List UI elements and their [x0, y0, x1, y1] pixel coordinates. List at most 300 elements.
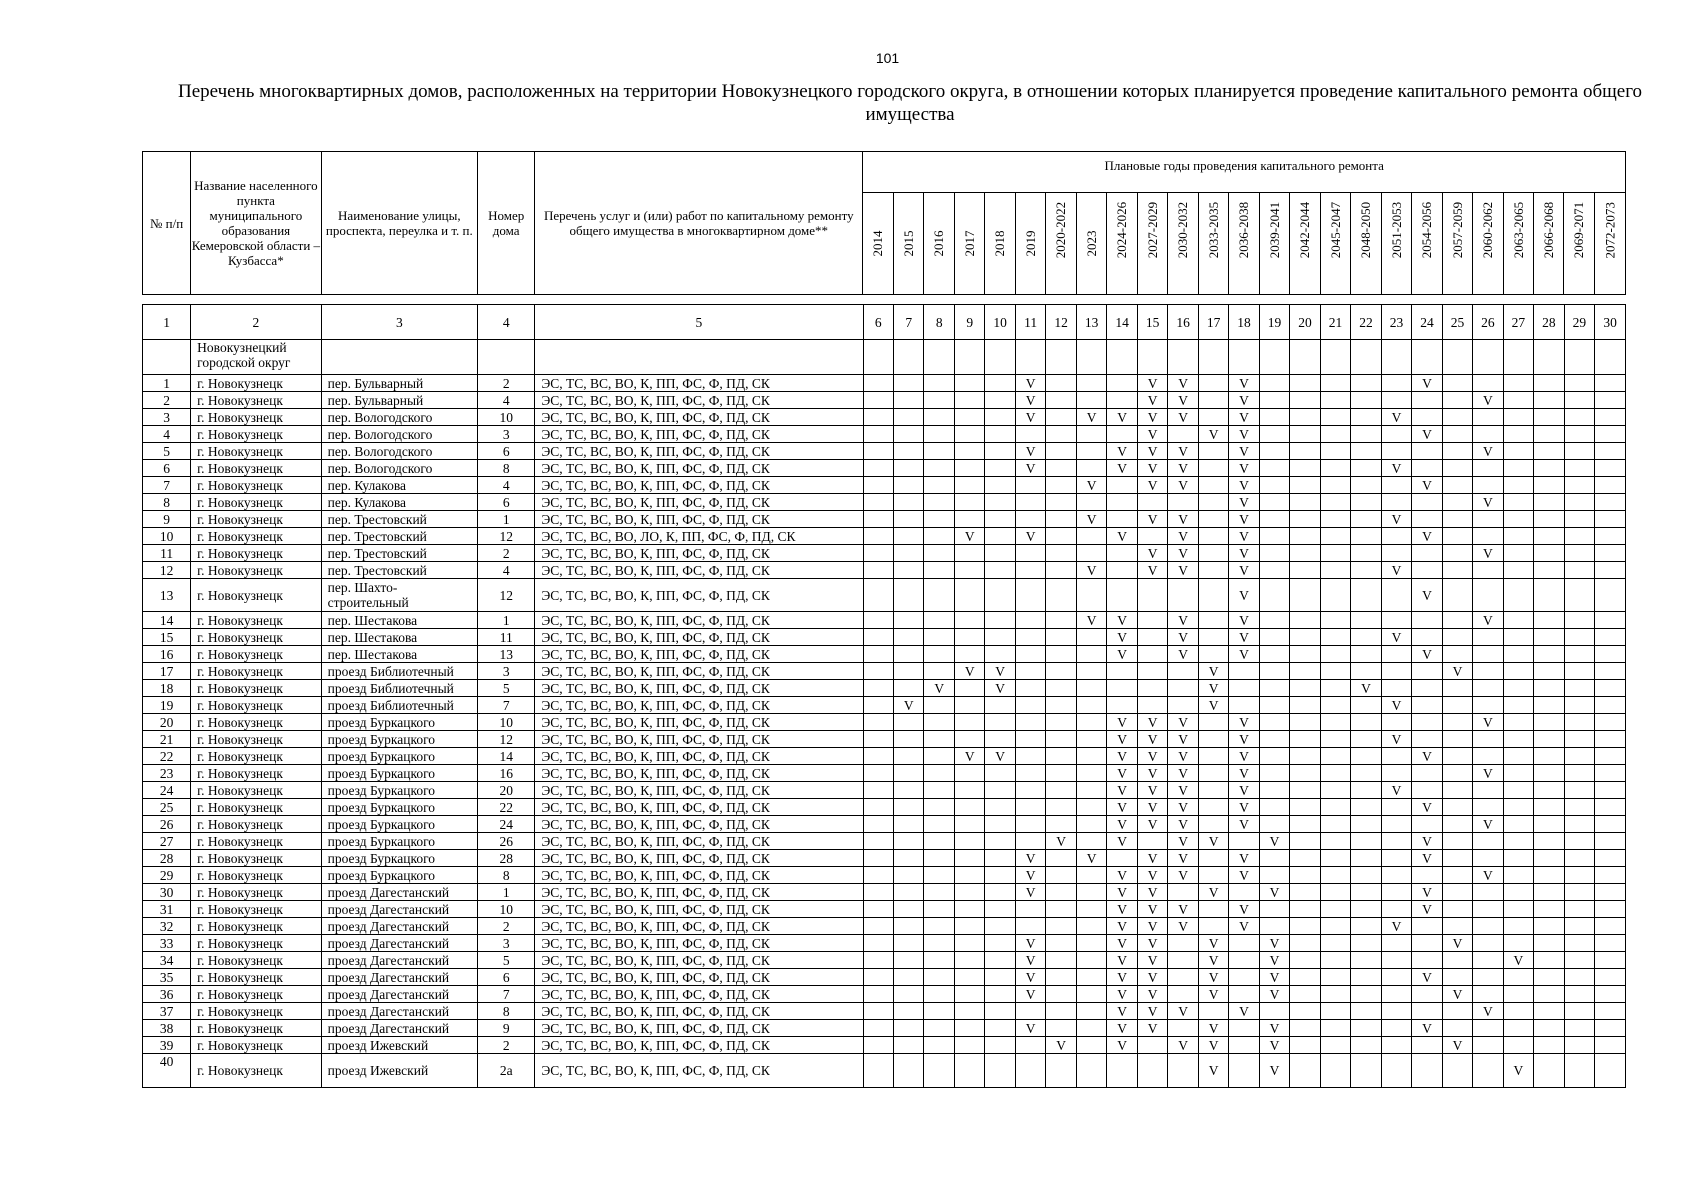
year-mark: V — [1015, 443, 1045, 460]
year-cell — [924, 579, 954, 612]
year-cell — [1595, 511, 1626, 528]
year-cell — [1290, 714, 1320, 731]
year-cell — [1381, 969, 1411, 986]
year-cell — [954, 1020, 984, 1037]
year-cell — [1290, 765, 1320, 782]
row-street: пер. Бульварный — [321, 375, 478, 392]
year-cell — [1015, 340, 1045, 375]
year-cell — [1473, 731, 1503, 748]
row-settlement: г. Новокузнецк — [191, 477, 321, 494]
year-cell — [1015, 816, 1045, 833]
year-cell — [1564, 969, 1594, 986]
year-cell — [985, 731, 1015, 748]
year-cell — [1259, 494, 1289, 511]
year-cell — [924, 714, 954, 731]
table-row — [143, 799, 1626, 816]
year-cell — [893, 375, 923, 392]
year-cell — [1412, 935, 1442, 952]
year-cell — [863, 528, 893, 545]
column-number: 21 — [1320, 305, 1350, 340]
column-number: 23 — [1381, 305, 1411, 340]
row-house: 6 — [478, 969, 535, 986]
year-cell — [1107, 850, 1137, 867]
year-cell — [1107, 494, 1137, 511]
year-mark: V — [1473, 1003, 1503, 1020]
year-mark: V — [1442, 1037, 1472, 1054]
year-cell — [1320, 986, 1350, 1003]
year-cell — [1229, 663, 1259, 680]
year-cell — [1503, 884, 1533, 901]
year-cell — [1351, 697, 1381, 714]
year-cell — [1351, 765, 1381, 782]
year-cell — [1534, 409, 1564, 426]
year-cell — [1198, 918, 1228, 935]
year-mark: V — [1137, 545, 1167, 562]
cell-empty — [143, 340, 191, 375]
year-cell — [1290, 443, 1320, 460]
year-cell — [985, 629, 1015, 646]
year-cell — [1412, 731, 1442, 748]
year-cell — [1229, 935, 1259, 952]
row-street: проезд Буркацкого — [321, 833, 478, 850]
header-year-label: 2042-2044 — [1297, 201, 1313, 259]
year-cell — [863, 340, 893, 375]
year-mark: V — [1198, 935, 1228, 952]
year-cell — [985, 443, 1015, 460]
cell-empty — [535, 340, 863, 375]
year-cell — [1381, 646, 1411, 663]
year-mark: V — [1137, 748, 1167, 765]
year-mark: V — [985, 663, 1015, 680]
year-mark: V — [1229, 511, 1259, 528]
year-cell — [863, 714, 893, 731]
year-cell — [1137, 646, 1167, 663]
year-mark: V — [1229, 629, 1259, 646]
year-cell — [1351, 392, 1381, 409]
row-settlement: г. Новокузнецк — [191, 460, 321, 477]
year-cell — [893, 409, 923, 426]
row-number: 7 — [143, 477, 191, 494]
row-settlement: г. Новокузнецк — [191, 731, 321, 748]
year-cell — [1168, 697, 1198, 714]
row-street: проезд Буркацкого — [321, 816, 478, 833]
year-mark: V — [924, 680, 954, 697]
year-cell — [1198, 782, 1228, 799]
year-cell — [1290, 340, 1320, 375]
year-cell — [1564, 867, 1594, 884]
year-cell — [1381, 340, 1411, 375]
year-cell — [1595, 748, 1626, 765]
year-cell — [893, 935, 923, 952]
row-settlement: г. Новокузнецк — [191, 375, 321, 392]
row-works: ЭС, ТС, ВС, ВО, К, ПП, ФС, Ф, ПД, СК — [535, 629, 863, 646]
row-settlement: г. Новокузнецк — [191, 392, 321, 409]
year-cell — [1320, 460, 1350, 477]
year-cell — [1442, 629, 1472, 646]
year-cell — [1564, 612, 1594, 629]
year-mark: V — [1229, 714, 1259, 731]
year-cell — [985, 697, 1015, 714]
year-cell — [1564, 375, 1594, 392]
year-cell — [1412, 443, 1442, 460]
year-cell — [1503, 748, 1533, 765]
year-cell — [1015, 646, 1045, 663]
row-works: ЭС, ТС, ВС, ВО, К, ПП, ФС, Ф, ПД, СК — [535, 663, 863, 680]
year-cell — [1351, 443, 1381, 460]
year-cell — [1442, 680, 1472, 697]
year-cell — [863, 816, 893, 833]
column-number: 28 — [1534, 305, 1564, 340]
row-settlement: г. Новокузнецк — [191, 935, 321, 952]
year-mark: V — [1229, 477, 1259, 494]
year-mark: V — [1137, 1020, 1167, 1037]
year-cell — [1442, 1020, 1472, 1037]
year-cell — [1564, 765, 1594, 782]
row-street: проезд Дагестанский — [321, 918, 478, 935]
column-number: 6 — [863, 305, 893, 340]
row-number: 18 — [143, 680, 191, 697]
year-cell — [1473, 460, 1503, 477]
year-cell — [1107, 375, 1137, 392]
year-cell — [1168, 494, 1198, 511]
table-row — [143, 816, 1626, 833]
year-mark: V — [1229, 799, 1259, 816]
year-cell — [1442, 697, 1472, 714]
year-cell — [1595, 612, 1626, 629]
year-cell — [893, 1037, 923, 1054]
year-cell — [924, 969, 954, 986]
year-cell — [985, 901, 1015, 918]
header-year — [1594, 193, 1625, 295]
year-cell — [1412, 1003, 1442, 1020]
year-mark: V — [1107, 629, 1137, 646]
year-cell — [863, 579, 893, 612]
year-mark: V — [1168, 612, 1198, 629]
year-cell — [1107, 392, 1137, 409]
year-cell — [1168, 1054, 1198, 1088]
year-cell — [1503, 935, 1533, 952]
row-settlement: г. Новокузнецк — [191, 782, 321, 799]
year-cell — [1534, 901, 1564, 918]
year-mark: V — [1412, 1020, 1442, 1037]
year-cell — [1290, 663, 1320, 680]
year-cell — [954, 918, 984, 935]
header-year — [1107, 193, 1137, 295]
year-cell — [1046, 426, 1076, 443]
year-cell — [1107, 697, 1137, 714]
year-cell — [1534, 392, 1564, 409]
year-cell — [1595, 867, 1626, 884]
year-cell — [1381, 867, 1411, 884]
year-cell — [1595, 426, 1626, 443]
year-cell — [1137, 697, 1167, 714]
year-cell — [1412, 545, 1442, 562]
year-mark: V — [1412, 477, 1442, 494]
year-cell — [1503, 646, 1533, 663]
row-street: проезд Дагестанский — [321, 952, 478, 969]
column-number: 15 — [1137, 305, 1167, 340]
year-cell — [924, 1054, 954, 1088]
row-settlement: г. Новокузнецк — [191, 986, 321, 1003]
year-cell — [1137, 1037, 1167, 1054]
year-cell — [1564, 426, 1594, 443]
table-row — [143, 986, 1626, 1003]
year-cell — [1015, 765, 1045, 782]
year-mark: V — [1259, 935, 1289, 952]
year-mark: V — [1259, 1054, 1289, 1088]
table-row — [143, 1020, 1626, 1037]
row-works: ЭС, ТС, ВС, ВО, К, ПП, ФС, Ф, ПД, СК — [535, 765, 863, 782]
header-year — [1290, 193, 1320, 295]
year-cell — [893, 477, 923, 494]
year-mark: V — [1412, 375, 1442, 392]
header-year-label: 2017 — [962, 230, 978, 257]
year-cell — [1442, 1003, 1472, 1020]
header-year — [1076, 193, 1106, 295]
column-number: 10 — [985, 305, 1015, 340]
data-table — [142, 304, 1626, 1088]
year-cell — [1290, 579, 1320, 612]
year-cell — [1351, 494, 1381, 511]
year-cell — [1168, 935, 1198, 952]
year-cell — [863, 629, 893, 646]
document-title: Перечень многоквартирных домов, расположенных на территории Новокузнецкого городского округа, в отношении которых планируется проведение капитального ремонта общего имущества — [177, 81, 1643, 125]
year-cell — [1320, 697, 1350, 714]
year-cell — [1473, 748, 1503, 765]
header-year — [1259, 193, 1289, 295]
year-cell — [1595, 969, 1626, 986]
year-cell — [1046, 511, 1076, 528]
year-cell — [1351, 1037, 1381, 1054]
header-year — [1229, 193, 1259, 295]
row-works: ЭС, ТС, ВС, ВО, К, ПП, ФС, Ф, ПД, СК — [535, 1020, 863, 1037]
row-street: проезд Дагестанский — [321, 1020, 478, 1037]
row-street: пер. Трестовский — [321, 511, 478, 528]
year-cell — [1320, 375, 1350, 392]
header-year-label: 2036-2038 — [1236, 201, 1252, 259]
year-mark: V — [1137, 1003, 1167, 1020]
year-cell — [1259, 850, 1289, 867]
year-mark: V — [1137, 511, 1167, 528]
year-cell — [1564, 986, 1594, 1003]
year-mark: V — [1015, 952, 1045, 969]
year-cell — [1351, 1020, 1381, 1037]
year-cell — [954, 952, 984, 969]
year-cell — [1503, 443, 1533, 460]
year-cell — [1381, 816, 1411, 833]
row-house: 1 — [478, 884, 535, 901]
year-cell — [1412, 511, 1442, 528]
year-cell — [1534, 579, 1564, 612]
column-number: 4 — [478, 305, 535, 340]
table-row — [143, 392, 1626, 409]
row-number: 39 — [143, 1037, 191, 1054]
year-cell — [1320, 392, 1350, 409]
year-cell — [1320, 1003, 1350, 1020]
year-cell — [924, 731, 954, 748]
header-services: Перечень услуг и (или) работ по капитальному ремонту общего имущества в многоквартирном доме** — [535, 152, 863, 295]
column-number: 19 — [1259, 305, 1289, 340]
year-cell — [1534, 799, 1564, 816]
year-cell — [893, 782, 923, 799]
year-mark: V — [1198, 697, 1228, 714]
year-cell — [1046, 969, 1076, 986]
year-cell — [1503, 375, 1533, 392]
year-cell — [1534, 986, 1564, 1003]
year-cell — [1290, 562, 1320, 579]
cell-empty — [321, 340, 478, 375]
year-cell — [985, 562, 1015, 579]
row-street: пер. Шестакова — [321, 612, 478, 629]
year-cell — [1320, 663, 1350, 680]
year-cell — [1259, 918, 1289, 935]
column-number: 11 — [1015, 305, 1045, 340]
year-cell — [1320, 562, 1350, 579]
year-mark: V — [1168, 782, 1198, 799]
year-cell — [1564, 545, 1594, 562]
year-mark: V — [1137, 867, 1167, 884]
year-cell — [1229, 986, 1259, 1003]
year-mark: V — [1412, 799, 1442, 816]
year-cell — [1259, 392, 1289, 409]
row-number: 40 — [143, 1054, 191, 1088]
year-cell — [893, 833, 923, 850]
year-cell — [1595, 935, 1626, 952]
row-settlement: г. Новокузнецк — [191, 799, 321, 816]
year-cell — [954, 714, 984, 731]
year-cell — [863, 612, 893, 629]
header-year — [1046, 193, 1076, 295]
year-cell — [1381, 850, 1411, 867]
row-number: 33 — [143, 935, 191, 952]
year-cell — [1351, 799, 1381, 816]
year-cell — [1381, 680, 1411, 697]
year-cell — [985, 545, 1015, 562]
year-cell — [1473, 952, 1503, 969]
column-number: 16 — [1168, 305, 1198, 340]
year-cell — [1503, 867, 1533, 884]
year-cell — [1015, 1054, 1045, 1088]
year-mark: V — [1412, 833, 1442, 850]
row-works: ЭС, ТС, ВС, ВО, К, ПП, ФС, Ф, ПД, СК — [535, 782, 863, 799]
year-cell — [1351, 833, 1381, 850]
year-cell — [1564, 494, 1594, 511]
year-cell — [863, 1003, 893, 1020]
year-cell — [985, 850, 1015, 867]
row-number: 12 — [143, 562, 191, 579]
year-cell — [1503, 579, 1533, 612]
row-settlement: г. Новокузнецк — [191, 884, 321, 901]
year-cell — [985, 765, 1015, 782]
row-number: 32 — [143, 918, 191, 935]
year-cell — [1381, 443, 1411, 460]
row-settlement: г. Новокузнецк — [191, 1003, 321, 1020]
row-street: пер. Вологодского — [321, 443, 478, 460]
year-cell — [1290, 426, 1320, 443]
year-cell — [1046, 952, 1076, 969]
row-number: 19 — [143, 697, 191, 714]
year-mark: V — [1229, 782, 1259, 799]
year-cell — [1046, 799, 1076, 816]
year-cell — [1046, 392, 1076, 409]
year-cell — [893, 731, 923, 748]
year-mark: V — [1046, 833, 1076, 850]
year-cell — [1046, 918, 1076, 935]
row-street: проезд Буркацкого — [321, 765, 478, 782]
year-cell — [1137, 340, 1167, 375]
year-cell — [1503, 494, 1533, 511]
year-cell — [893, 545, 923, 562]
year-cell — [1564, 850, 1594, 867]
year-cell — [1015, 494, 1045, 511]
column-number: 27 — [1503, 305, 1533, 340]
row-works: ЭС, ТС, ВС, ВО, К, ПП, ФС, Ф, ПД, СК — [535, 562, 863, 579]
year-cell — [1381, 612, 1411, 629]
year-cell — [893, 460, 923, 477]
year-cell — [1076, 579, 1106, 612]
year-cell — [1015, 1037, 1045, 1054]
year-cell — [893, 799, 923, 816]
year-cell — [1564, 663, 1594, 680]
year-cell — [954, 969, 984, 986]
year-cell — [954, 494, 984, 511]
year-cell — [924, 816, 954, 833]
year-cell — [1259, 545, 1289, 562]
row-works: ЭС, ТС, ВС, ВО, К, ПП, ФС, Ф, ПД, СК — [535, 443, 863, 460]
row-street: проезд Библиотечный — [321, 680, 478, 697]
header-year — [1137, 193, 1167, 295]
year-mark: V — [1015, 409, 1045, 426]
year-cell — [1259, 511, 1289, 528]
year-cell — [1229, 969, 1259, 986]
year-mark: V — [1198, 1054, 1228, 1088]
year-cell — [924, 646, 954, 663]
year-cell — [1015, 562, 1045, 579]
year-cell — [1046, 731, 1076, 748]
year-cell — [863, 901, 893, 918]
year-cell — [1503, 426, 1533, 443]
year-cell — [1534, 714, 1564, 731]
year-cell — [1564, 680, 1594, 697]
year-cell — [1320, 867, 1350, 884]
year-cell — [1503, 409, 1533, 426]
row-settlement: г. Новокузнецк — [191, 748, 321, 765]
row-settlement: г. Новокузнецк — [191, 579, 321, 612]
year-mark: V — [1137, 562, 1167, 579]
table-row — [143, 1037, 1626, 1054]
year-cell — [863, 867, 893, 884]
year-mark: V — [1229, 375, 1259, 392]
year-cell — [985, 1003, 1015, 1020]
year-cell — [863, 426, 893, 443]
year-cell — [1595, 1003, 1626, 1020]
year-cell — [924, 392, 954, 409]
row-works: ЭС, ТС, ВС, ВО, К, ПП, ФС, Ф, ПД, СК — [535, 816, 863, 833]
year-mark: V — [1229, 426, 1259, 443]
year-cell — [863, 969, 893, 986]
year-mark: V — [1412, 850, 1442, 867]
year-cell — [1412, 680, 1442, 697]
year-cell — [1076, 680, 1106, 697]
year-cell — [1046, 528, 1076, 545]
year-cell — [1290, 748, 1320, 765]
year-mark: V — [1229, 901, 1259, 918]
year-cell — [1046, 935, 1076, 952]
year-cell — [924, 884, 954, 901]
row-settlement: г. Новокузнецк — [191, 867, 321, 884]
row-house: 16 — [478, 765, 535, 782]
year-mark: V — [1107, 952, 1137, 969]
